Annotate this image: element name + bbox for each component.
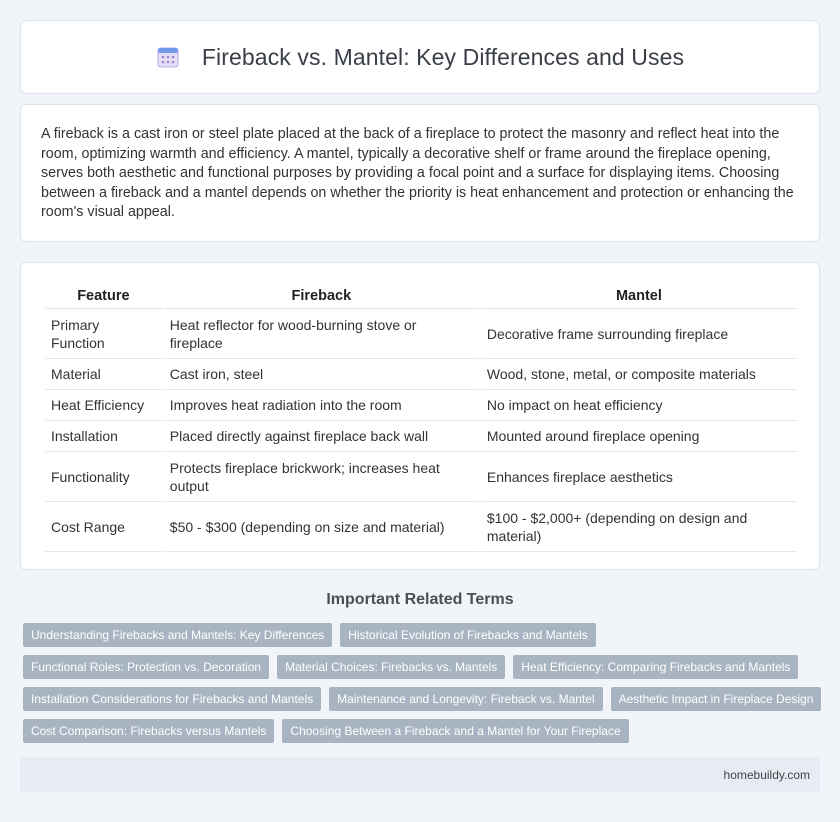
calendar-icon (156, 45, 180, 69)
mantel-cell: Decorative frame surrounding fireplace (481, 309, 797, 359)
table-header-row (45, 283, 797, 309)
footer-site-name: homebuildy.com (723, 767, 810, 782)
related-term-tag[interactable]: Understanding Firebacks and Mantels: Key Differences (23, 623, 332, 647)
footer (20, 757, 820, 792)
intro-card (20, 104, 820, 242)
comparison-table-card (20, 262, 820, 570)
table-row (45, 421, 797, 452)
related-term-tag[interactable]: Cost Comparison: Firebacks versus Mantels (23, 719, 274, 743)
table-row (45, 452, 797, 502)
fireback-cell: Improves heat radiation into the room (164, 390, 479, 421)
related-term-tag[interactable]: Choosing Between a Fireback and a Mantel for Your Fireplace (282, 719, 628, 743)
related-term-tag[interactable]: Functional Roles: Protection vs. Decoration (23, 655, 269, 679)
mantel-cell: Wood, stone, metal, or composite materials (481, 359, 797, 390)
title-wrap (156, 44, 684, 71)
tag-row (23, 719, 823, 743)
header-fireback: Fireback (164, 283, 479, 309)
related-term-tag[interactable]: Aesthetic Impact in Fireplace Design (611, 687, 822, 711)
mantel-cell: Mounted around fireplace opening (481, 421, 797, 452)
feature-cell: Material (45, 359, 162, 390)
fireback-cell: Protects fireplace brickwork; increases heat output (164, 452, 479, 502)
feature-cell: Primary Function (45, 309, 162, 359)
page-title: Fireback vs. Mantel: Key Differences and Uses (201, 43, 685, 70)
feature-cell: Heat Efficiency (45, 390, 162, 421)
mantel-cell: No impact on heat efficiency (481, 390, 797, 421)
related-term-tag[interactable]: Installation Considerations for Firebacks and Mantels (23, 687, 321, 711)
mantel-cell: Enhances fireplace aesthetics (481, 452, 797, 502)
feature-cell: Functionality (45, 452, 162, 502)
tag-row (23, 687, 823, 711)
header-card (20, 20, 820, 94)
fireback-cell: Cast iron, steel (164, 359, 479, 390)
feature-cell: Cost Range (45, 502, 162, 552)
related-terms-list (23, 623, 823, 751)
tag-row (23, 655, 823, 679)
header-mantel: Mantel (481, 283, 797, 309)
fireback-cell: Heat reflector for wood-burning stove or fireplace (164, 309, 479, 359)
tag-row (23, 623, 823, 647)
fireback-cell: $50 - $300 (depending on size and material) (164, 502, 479, 552)
related-term-tag[interactable]: Maintenance and Longevity: Fireback vs. Mantel (329, 687, 602, 711)
intro-paragraph: A fireback is a cast iron or steel plate placed at the back of a fireplace to protect the masonry and reflect heat into the room, optimizing warmth and efficiency. A mantel, typically a decorative shelf or frame around the fireplace opening, serves both aesthetic and functional purposes by providing a focal point and a surface for displaying items. Choosing between a fireback and a mantel depends on whether the priority is heat enhancement and protection or enhancing the room's visual appeal. (41, 126, 794, 221)
mantel-cell: $100 - $2,000+ (depending on design and material) (481, 502, 797, 552)
comparison-table (43, 283, 799, 552)
related-term-tag[interactable]: Heat Efficiency: Comparing Firebacks and Mantels (513, 655, 798, 679)
table-row (45, 390, 797, 421)
table-row (45, 502, 797, 552)
related-term-tag[interactable]: Material Choices: Firebacks vs. Mantels (277, 655, 505, 679)
header-feature: Feature (45, 283, 162, 309)
related-term-tag[interactable]: Historical Evolution of Firebacks and Mantels (340, 623, 595, 647)
table-row (45, 359, 797, 390)
related-terms-title: Important Related Terms (326, 591, 514, 608)
table-row (45, 309, 797, 359)
feature-cell: Installation (45, 421, 162, 452)
fireback-cell: Placed directly against fireplace back wall (164, 421, 479, 452)
